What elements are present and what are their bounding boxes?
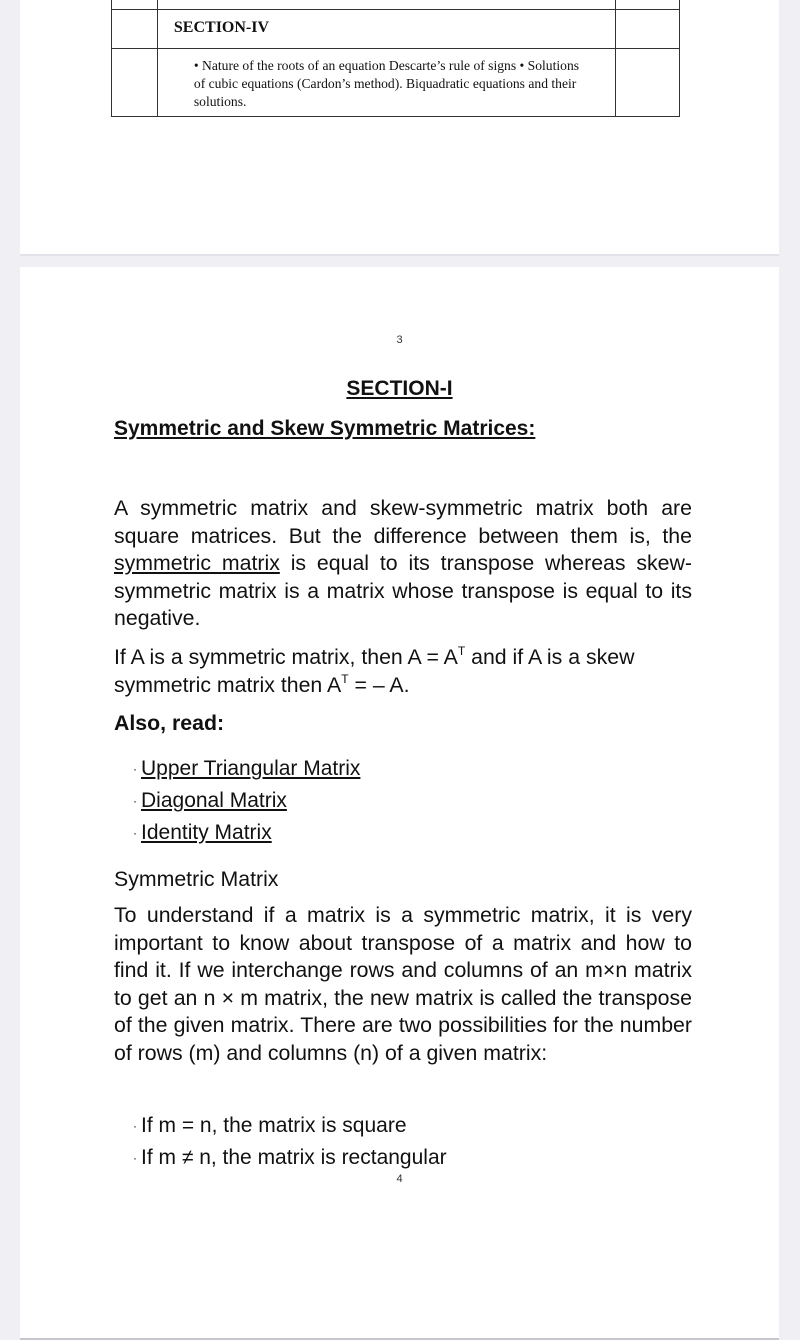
also-read-list <box>133 753 360 849</box>
list-item: · If m = n, the matrix is square <box>133 1110 447 1142</box>
document-page-2 <box>20 267 779 1340</box>
section-iv-content: • Nature of the roots of an equation Descarte’s rule of signs • Solutions of cubic equations (Cardon’s method). Biquadratic equations and their solutions. <box>193 58 580 109</box>
definition-paragraph: If A is a symmetric matrix, then $A = A^T$ and if A is a skew symmetric matrix then $A^T$ = – A. <box>114 644 635 697</box>
identity-matrix-link[interactable]: Identity Matrix <box>141 821 272 844</box>
upper-triangular-matrix-link[interactable]: Upper Triangular Matrix <box>141 757 361 780</box>
list-item <box>133 753 360 785</box>
subheading-symmetric-matrix: Symmetric Matrix <box>114 867 279 891</box>
diagonal-matrix-link[interactable]: Diagonal Matrix <box>141 789 287 812</box>
list-item: · If m ≠ n, the matrix is rectangular <box>133 1142 447 1174</box>
document-page-1 <box>20 0 779 256</box>
intro-paragraph: A symmetric matrix and skew-symmetric matrix both are square matrices. But the difference between them is, the symmetric matrix is equal to its transpose whereas skew-symmetric matrix is a matrix whose transpose is equal to its negative. <box>114 496 692 630</box>
symmetric-matrix-link[interactable]: symmetric matrix <box>114 551 280 575</box>
syllabus-table <box>111 0 680 117</box>
transpose-paragraph: To understand if a matrix is a symmetric matrix, it is very important to know about transpose of a matrix and how to find it. If we interchange rows and columns of an m×n matrix to get an n × m matrix, the new matrix is called the transpose of the given matrix. There are two possibilities for the number of rows (m) and columns (n) of a given matrix: <box>114 903 692 1065</box>
list-item <box>133 785 360 817</box>
page-number-bottom: 4 <box>396 1173 403 1185</box>
table-row <box>112 0 680 10</box>
list-item <box>133 817 360 849</box>
cases-list <box>133 1110 447 1174</box>
bullet-icon: · <box>133 1119 137 1133</box>
table-row <box>112 49 680 117</box>
section-iv-title: SECTION-IV <box>173 19 270 36</box>
bullet-icon: · <box>133 762 137 776</box>
table-row <box>112 10 680 49</box>
topic-heading: Symmetric and Skew Symmetric Matrices: <box>114 417 536 440</box>
section-heading: SECTION-I <box>346 377 453 400</box>
bullet-icon: · <box>133 1151 137 1165</box>
bullet-icon: · <box>133 826 137 840</box>
also-read-label: Also, read: <box>114 711 225 735</box>
bullet-icon: · <box>133 794 137 808</box>
page-number-top: 3 <box>396 334 403 346</box>
